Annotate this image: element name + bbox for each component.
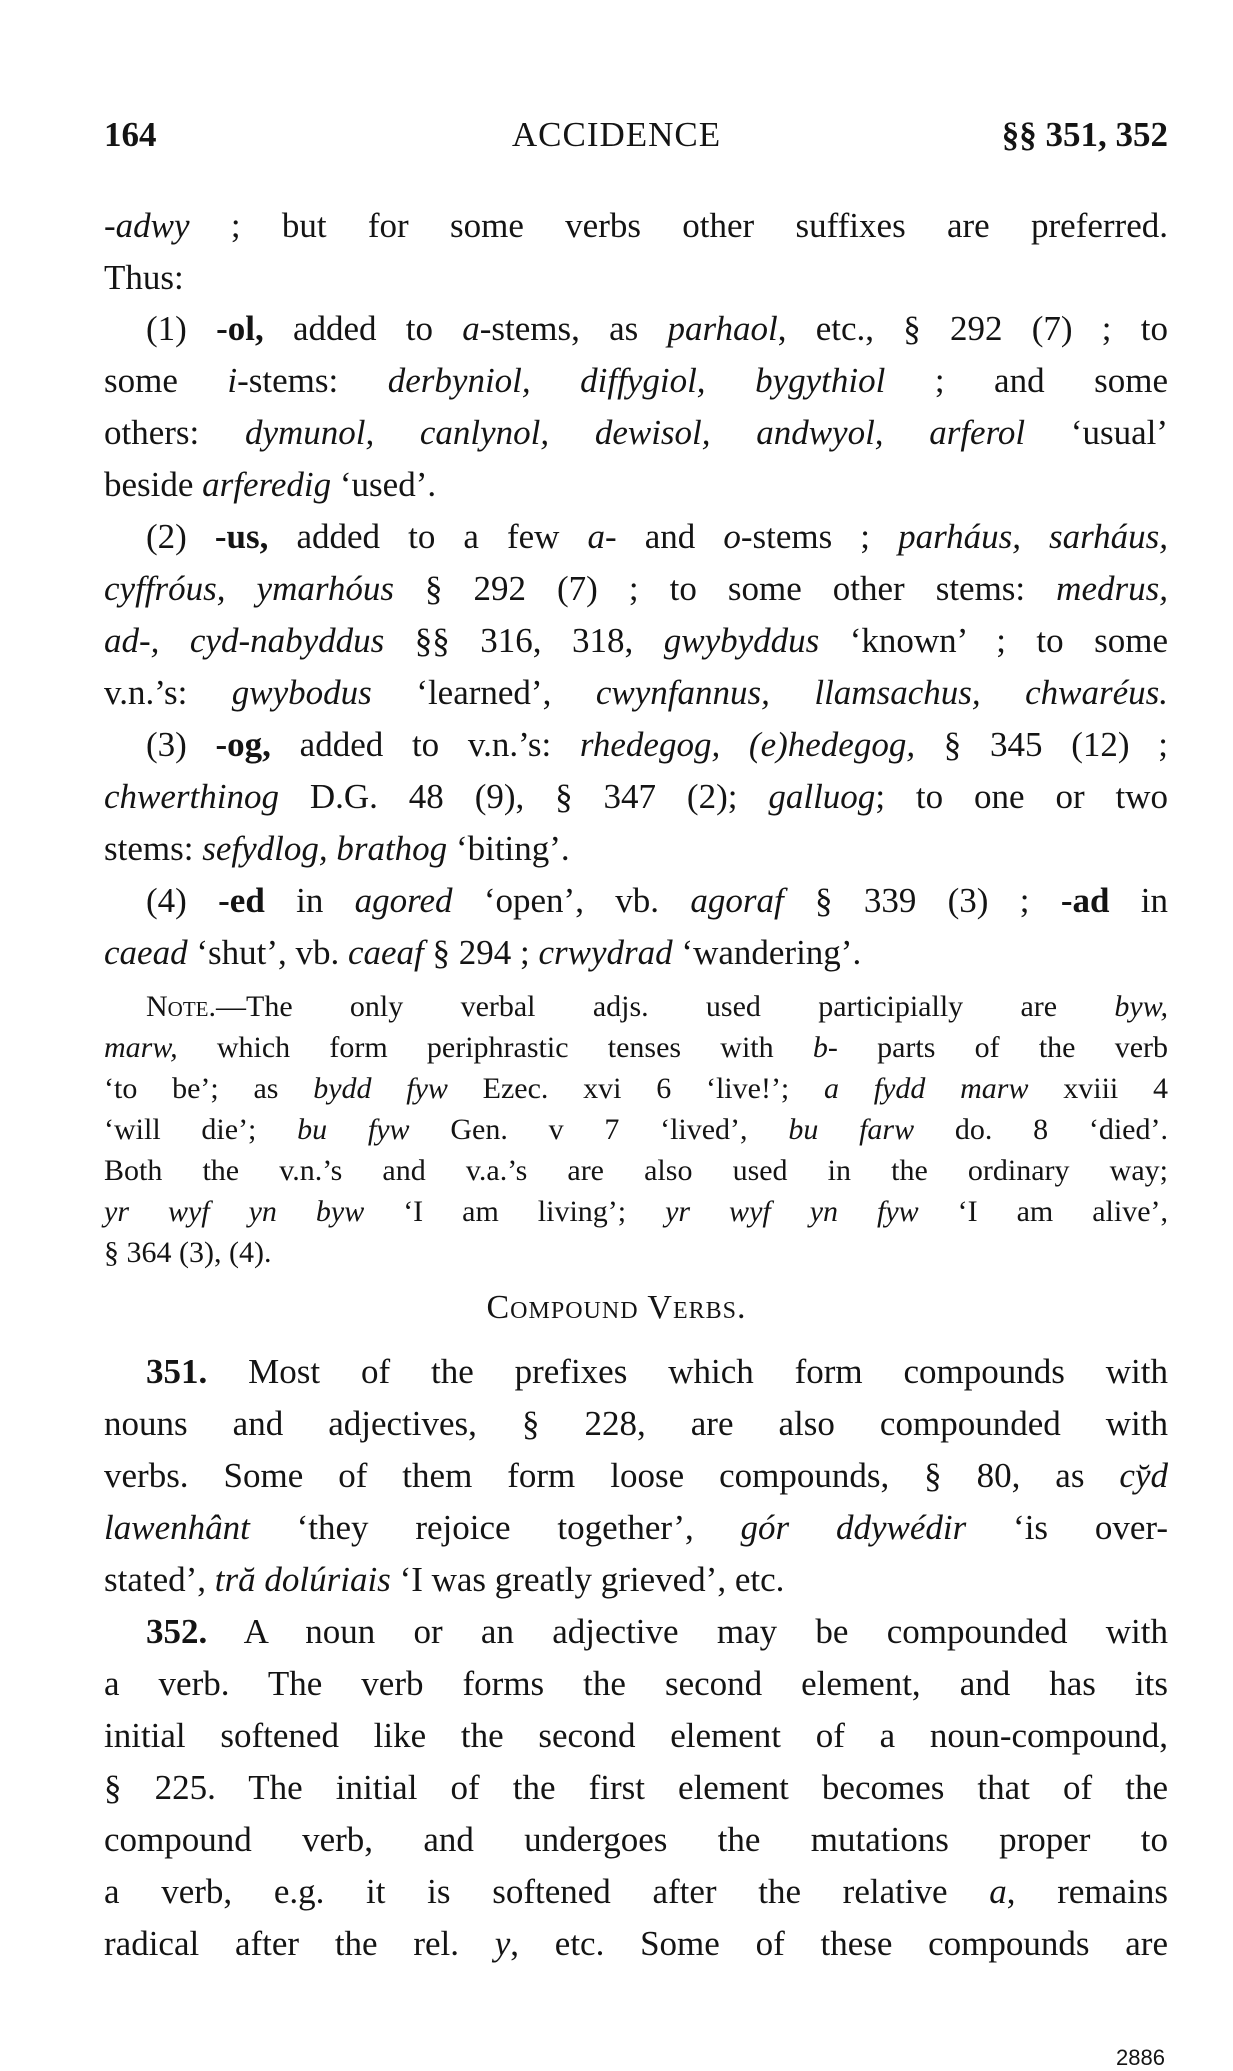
text-run: Gen. v 7 ‘lived’,	[409, 1113, 789, 1146]
text-line	[104, 1506, 1168, 1550]
welsh-term: -adwy	[104, 206, 190, 245]
welsh-term: bu farw	[788, 1113, 915, 1146]
note-line	[104, 1234, 1168, 1272]
text-run: added to v.n.’s:	[270, 725, 580, 764]
list-item-2	[146, 515, 1168, 559]
welsh-term: lawenhânt	[104, 1508, 250, 1547]
welsh-term: sefydlog, brathog	[202, 829, 448, 868]
text-run: stems:	[104, 829, 203, 868]
text-line	[146, 1350, 1168, 1394]
text-run: initial softened like the second element of a noun-compound,	[104, 1716, 1168, 1755]
text-run: A noun or an adjective may be compounded with	[207, 1612, 1168, 1651]
section-range: §§ 351, 352	[1001, 115, 1168, 154]
text-run: verbs. Some of them form loose compounds, § 80, as	[104, 1456, 1120, 1495]
text-run: ‘will die’;	[104, 1113, 298, 1146]
welsh-term: a fydd marw	[824, 1072, 1029, 1105]
text-run: compound verb, and undergoes the mutations proper to	[104, 1820, 1168, 1859]
welsh-term: agored	[354, 881, 453, 920]
welsh-term: dymunol, canlynol, dewisol, andwyol, arferol	[244, 413, 1026, 452]
text-run: ; to one or two	[875, 777, 1169, 816]
text-run: ‘to be’; as	[104, 1072, 314, 1105]
scan-number: 2886	[1116, 2045, 1165, 2070]
note-label: Note.	[146, 990, 216, 1023]
text-run: , remains	[1006, 1872, 1169, 1911]
text-run: added to	[263, 309, 463, 348]
text-run: ‘I am alive’,	[918, 1195, 1169, 1228]
text-run: Ezec. xvi 6 ‘live!’;	[447, 1072, 825, 1105]
text-run: xviii 4	[1028, 1072, 1168, 1105]
text-run: ‘I was greatly grieved’, etc.	[390, 1560, 785, 1599]
text-run: nouns and adjectives, § 228, are also compounded with	[104, 1404, 1168, 1443]
text-run: radical after the rel.	[104, 1924, 495, 1963]
welsh-term: bydd fyw	[313, 1072, 448, 1105]
text-run: (4)	[146, 881, 219, 920]
text-run: —The only verbal adjs. used participially are	[216, 990, 1115, 1023]
welsh-term: gór ddywédir	[740, 1508, 967, 1547]
welsh-term: b	[812, 1031, 828, 1064]
welsh-term: yr wyf yn byw	[104, 1195, 365, 1228]
suffix-label: -ed	[218, 881, 265, 920]
text-run: Thus:	[104, 258, 184, 297]
welsh-term: gwybodus	[231, 673, 372, 712]
text-line	[104, 1766, 1168, 1810]
text-run: v.n.’s:	[104, 673, 232, 712]
text-run: ; but for some verbs other suffixes are preferred.	[189, 206, 1168, 245]
text-run: (1)	[146, 309, 217, 348]
text-line	[104, 256, 1168, 300]
welsh-term: crwydrad	[538, 933, 673, 972]
welsh-term: byw,	[1114, 990, 1168, 1023]
text-line	[104, 567, 1168, 611]
welsh-term: cwynfannus, llamsachus, chwaréus.	[595, 673, 1169, 712]
text-line	[104, 359, 1168, 403]
text-run: ‘is over-	[966, 1508, 1168, 1547]
text-run: added to a few	[268, 517, 588, 556]
welsh-term: o	[723, 517, 741, 556]
text-line	[104, 931, 1168, 975]
welsh-term: gwybyddus	[663, 621, 820, 660]
welsh-term: a	[587, 517, 606, 556]
text-line	[104, 1870, 1168, 1914]
welsh-term: ad-, cyd-nabyddus	[104, 621, 385, 660]
list-item-4	[146, 879, 1168, 923]
welsh-term: cyffróus, ymarhóus	[104, 569, 394, 608]
text-run: -stems:	[237, 361, 388, 400]
text-run: a verb. The verb forms the second element, and has its	[104, 1664, 1168, 1703]
text-run: ‘learned’,	[371, 673, 596, 712]
note-line	[104, 1029, 1168, 1067]
text-line	[104, 1818, 1168, 1862]
note-line	[104, 1193, 1168, 1231]
text-run: , etc. Some of these compounds are	[510, 1924, 1168, 1963]
text-run: in	[1109, 881, 1168, 920]
suffix-label: -us,	[214, 517, 269, 556]
welsh-term: yr wyf yn fyw	[665, 1195, 919, 1228]
welsh-term: tră dolúriais	[214, 1560, 391, 1599]
text-line	[104, 1454, 1168, 1498]
text-run: which form periphrastic tenses with	[177, 1031, 813, 1064]
text-run: D.G. 48 (9), § 347 (2);	[278, 777, 769, 816]
text-line	[104, 1558, 1168, 1602]
welsh-term: rhedegog, (e)hedegog,	[579, 725, 916, 764]
text-run: ‘open’, vb.	[452, 881, 691, 920]
text-run: (2)	[146, 517, 215, 556]
welsh-term: i	[227, 361, 238, 400]
text-run: ‘known’ ; to some	[819, 621, 1169, 660]
page-number: 164	[104, 115, 157, 154]
text-run: -stems, as	[479, 309, 668, 348]
suffix-label: -ad	[1060, 881, 1110, 920]
welsh-term: arferedig	[202, 465, 332, 504]
text-run: § 294 ;	[423, 933, 539, 972]
note-line	[104, 1070, 1168, 1108]
text-run: § 364 (3), (4).	[104, 1236, 272, 1269]
text-run: ‘I am living’;	[364, 1195, 666, 1228]
text-run: a verb, e.g. it is softened after the relative	[104, 1872, 990, 1911]
welsh-term: parhaol	[667, 309, 778, 348]
list-item-3	[146, 723, 1168, 767]
welsh-term: caeaf	[347, 933, 424, 972]
note-line	[104, 1111, 1168, 1149]
text-line	[104, 1662, 1168, 1706]
text-run: § 225. The initial of the first element becomes that of the	[104, 1768, 1168, 1807]
text-run: §§ 316, 318,	[384, 621, 664, 660]
text-line	[146, 1610, 1168, 1654]
welsh-term: cy̆d	[1119, 1456, 1168, 1495]
text-run: ‘shut’, vb.	[187, 933, 348, 972]
text-run: - parts of the verb	[827, 1031, 1168, 1064]
text-run: ; and some	[885, 361, 1168, 400]
text-run: stated’,	[104, 1560, 215, 1599]
welsh-term: a	[989, 1872, 1007, 1911]
text-run: -stems ;	[740, 517, 899, 556]
text-line	[104, 1402, 1168, 1446]
text-line	[104, 411, 1168, 455]
text-line	[104, 463, 1168, 507]
text-run: in	[264, 881, 355, 920]
welsh-term: derbyniol, diffygiol, bygythiol	[387, 361, 886, 400]
text-run: , etc., § 292 (7) ; to	[777, 309, 1168, 348]
welsh-term: caead	[104, 933, 188, 972]
text-run: beside	[104, 465, 203, 504]
text-run: Most of the prefixes which form compounds with	[207, 1352, 1168, 1391]
text-line	[104, 671, 1168, 715]
section-heading: Compound Verbs.	[486, 1289, 747, 1326]
text-run: ‘they rejoice together’,	[249, 1508, 741, 1547]
text-run: - and	[605, 517, 724, 556]
text-run: ‘wandering’.	[672, 933, 862, 972]
welsh-term: parháus, sarháus,	[898, 517, 1169, 556]
text-run: ‘usual’	[1025, 413, 1168, 452]
text-run: (3)	[146, 725, 216, 764]
welsh-term: galluog	[768, 777, 876, 816]
running-title: ACCIDENCE	[511, 115, 722, 154]
text-run: do. 8 ‘died’.	[914, 1113, 1168, 1146]
note-line	[146, 988, 1168, 1026]
suffix-label: -ol,	[216, 309, 264, 348]
text-run: ‘used’.	[331, 465, 437, 504]
text-run: § 292 (7) ; to some other stems:	[393, 569, 1057, 608]
text-line	[104, 1922, 1168, 1966]
note-line	[104, 1152, 1168, 1190]
welsh-term: bu fyw	[297, 1113, 410, 1146]
text-run: § 339 (3) ;	[783, 881, 1061, 920]
paragraph-number: 351.	[146, 1352, 208, 1391]
welsh-term: y	[494, 1924, 511, 1963]
text-line	[104, 619, 1168, 663]
text-run: § 345 (12) ;	[915, 725, 1168, 764]
text-line	[104, 775, 1168, 819]
welsh-term: a	[462, 309, 480, 348]
list-item-1	[146, 307, 1168, 351]
paragraph-number: 352.	[146, 1612, 208, 1651]
welsh-term: marw,	[104, 1031, 178, 1064]
text-line	[104, 204, 1168, 248]
text-line	[104, 1714, 1168, 1758]
welsh-term: chwerthinog	[104, 777, 279, 816]
welsh-term: medrus,	[1056, 569, 1168, 608]
text-run: ‘biting’.	[447, 829, 570, 868]
text-run: others:	[104, 413, 245, 452]
text-run: Both the v.n.’s and v.a.’s are also used in the ordinary way;	[104, 1154, 1168, 1187]
text-line	[104, 827, 1168, 871]
text-run: some	[104, 361, 228, 400]
welsh-term: agoraf	[690, 881, 784, 920]
suffix-label: -og,	[215, 725, 271, 764]
